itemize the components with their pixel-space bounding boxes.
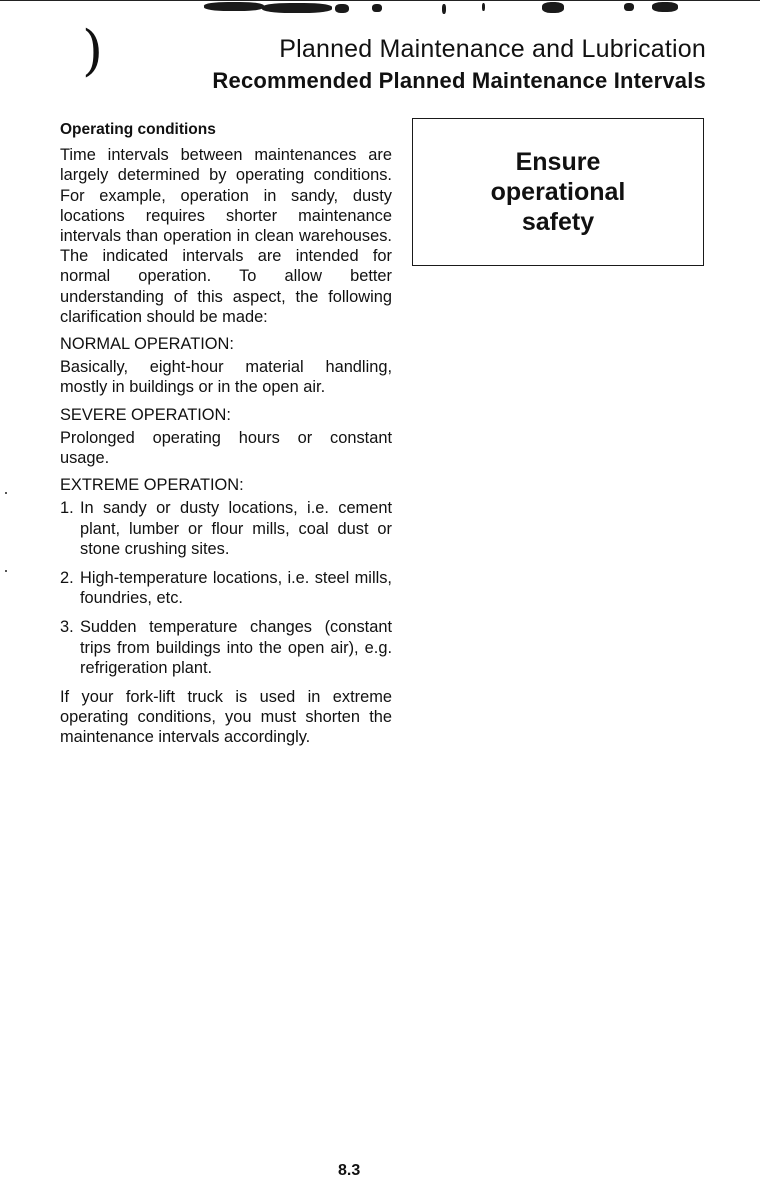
severe-operation-label: SEVERE OPERATION: bbox=[60, 405, 231, 424]
intro-paragraph: Time intervals between maintenances are largely determined by operating conditions. For example, operation in sandy, dusty locations requires shorter maintenance intervals than operation in clean warehouses. The indicated intervals are intended for normal operation. To allow better understanding of this aspect, the following clarification should be made: bbox=[60, 146, 392, 326]
list-item-number: 1. bbox=[60, 499, 74, 518]
extreme-operation-list bbox=[60, 498, 392, 678]
list-item-number: 3. bbox=[60, 618, 74, 637]
scan-smudge bbox=[335, 4, 349, 13]
normal-operation-text: Basically, eight-hour material handling, mostly in buildings or in the open air. bbox=[60, 358, 392, 397]
scan-speck bbox=[5, 492, 7, 494]
scan-smudge bbox=[624, 3, 634, 11]
section-title: Recommended Planned Maintenance Intervals bbox=[212, 68, 706, 93]
severe-operation-text: Prolonged operating hours or constant usage. bbox=[60, 428, 392, 468]
scan-smudge bbox=[482, 3, 485, 11]
safety-callout-text: Ensure operational safety bbox=[490, 148, 626, 236]
operating-conditions-heading: Operating conditions bbox=[60, 121, 216, 138]
list-item-text: In sandy or dusty locations, i.e. cement plant, lumber or flour mills, coal dust or stone crushing sites. bbox=[80, 499, 392, 558]
list-item-text: Sudden temperature changes (constant trips from buildings into the open air), e.g. refrigeration plant. bbox=[80, 618, 392, 677]
scan-smudge bbox=[262, 3, 332, 13]
scan-smudge bbox=[204, 2, 264, 11]
main-text-column bbox=[60, 120, 392, 755]
list-item-number: 2. bbox=[60, 569, 74, 588]
extreme-operation-label: EXTREME OPERATION: bbox=[60, 476, 244, 495]
safety-callout-box bbox=[412, 118, 704, 266]
scan-smudge bbox=[442, 4, 446, 14]
scan-edge-line bbox=[0, 0, 760, 1]
list-item bbox=[60, 568, 392, 608]
binding-mark: ) bbox=[82, 19, 104, 82]
normal-operation-label: NORMAL OPERATION: bbox=[60, 335, 234, 354]
list-item bbox=[60, 498, 392, 559]
chapter-title: Planned Maintenance and Lubrication bbox=[279, 35, 706, 63]
scan-speck bbox=[5, 570, 7, 572]
page-number: 8.3 bbox=[338, 1162, 361, 1179]
closing-paragraph: If your fork-lift truck is used in extreme operating conditions, you must shorten the maintenance intervals accordingly. bbox=[60, 688, 392, 747]
scan-smudge bbox=[652, 2, 678, 12]
list-item-text: High-temperature locations, i.e. steel mills, foundries, etc. bbox=[80, 569, 392, 608]
list-item bbox=[60, 617, 392, 678]
scan-smudge bbox=[372, 4, 382, 12]
scan-smudge bbox=[542, 2, 564, 13]
